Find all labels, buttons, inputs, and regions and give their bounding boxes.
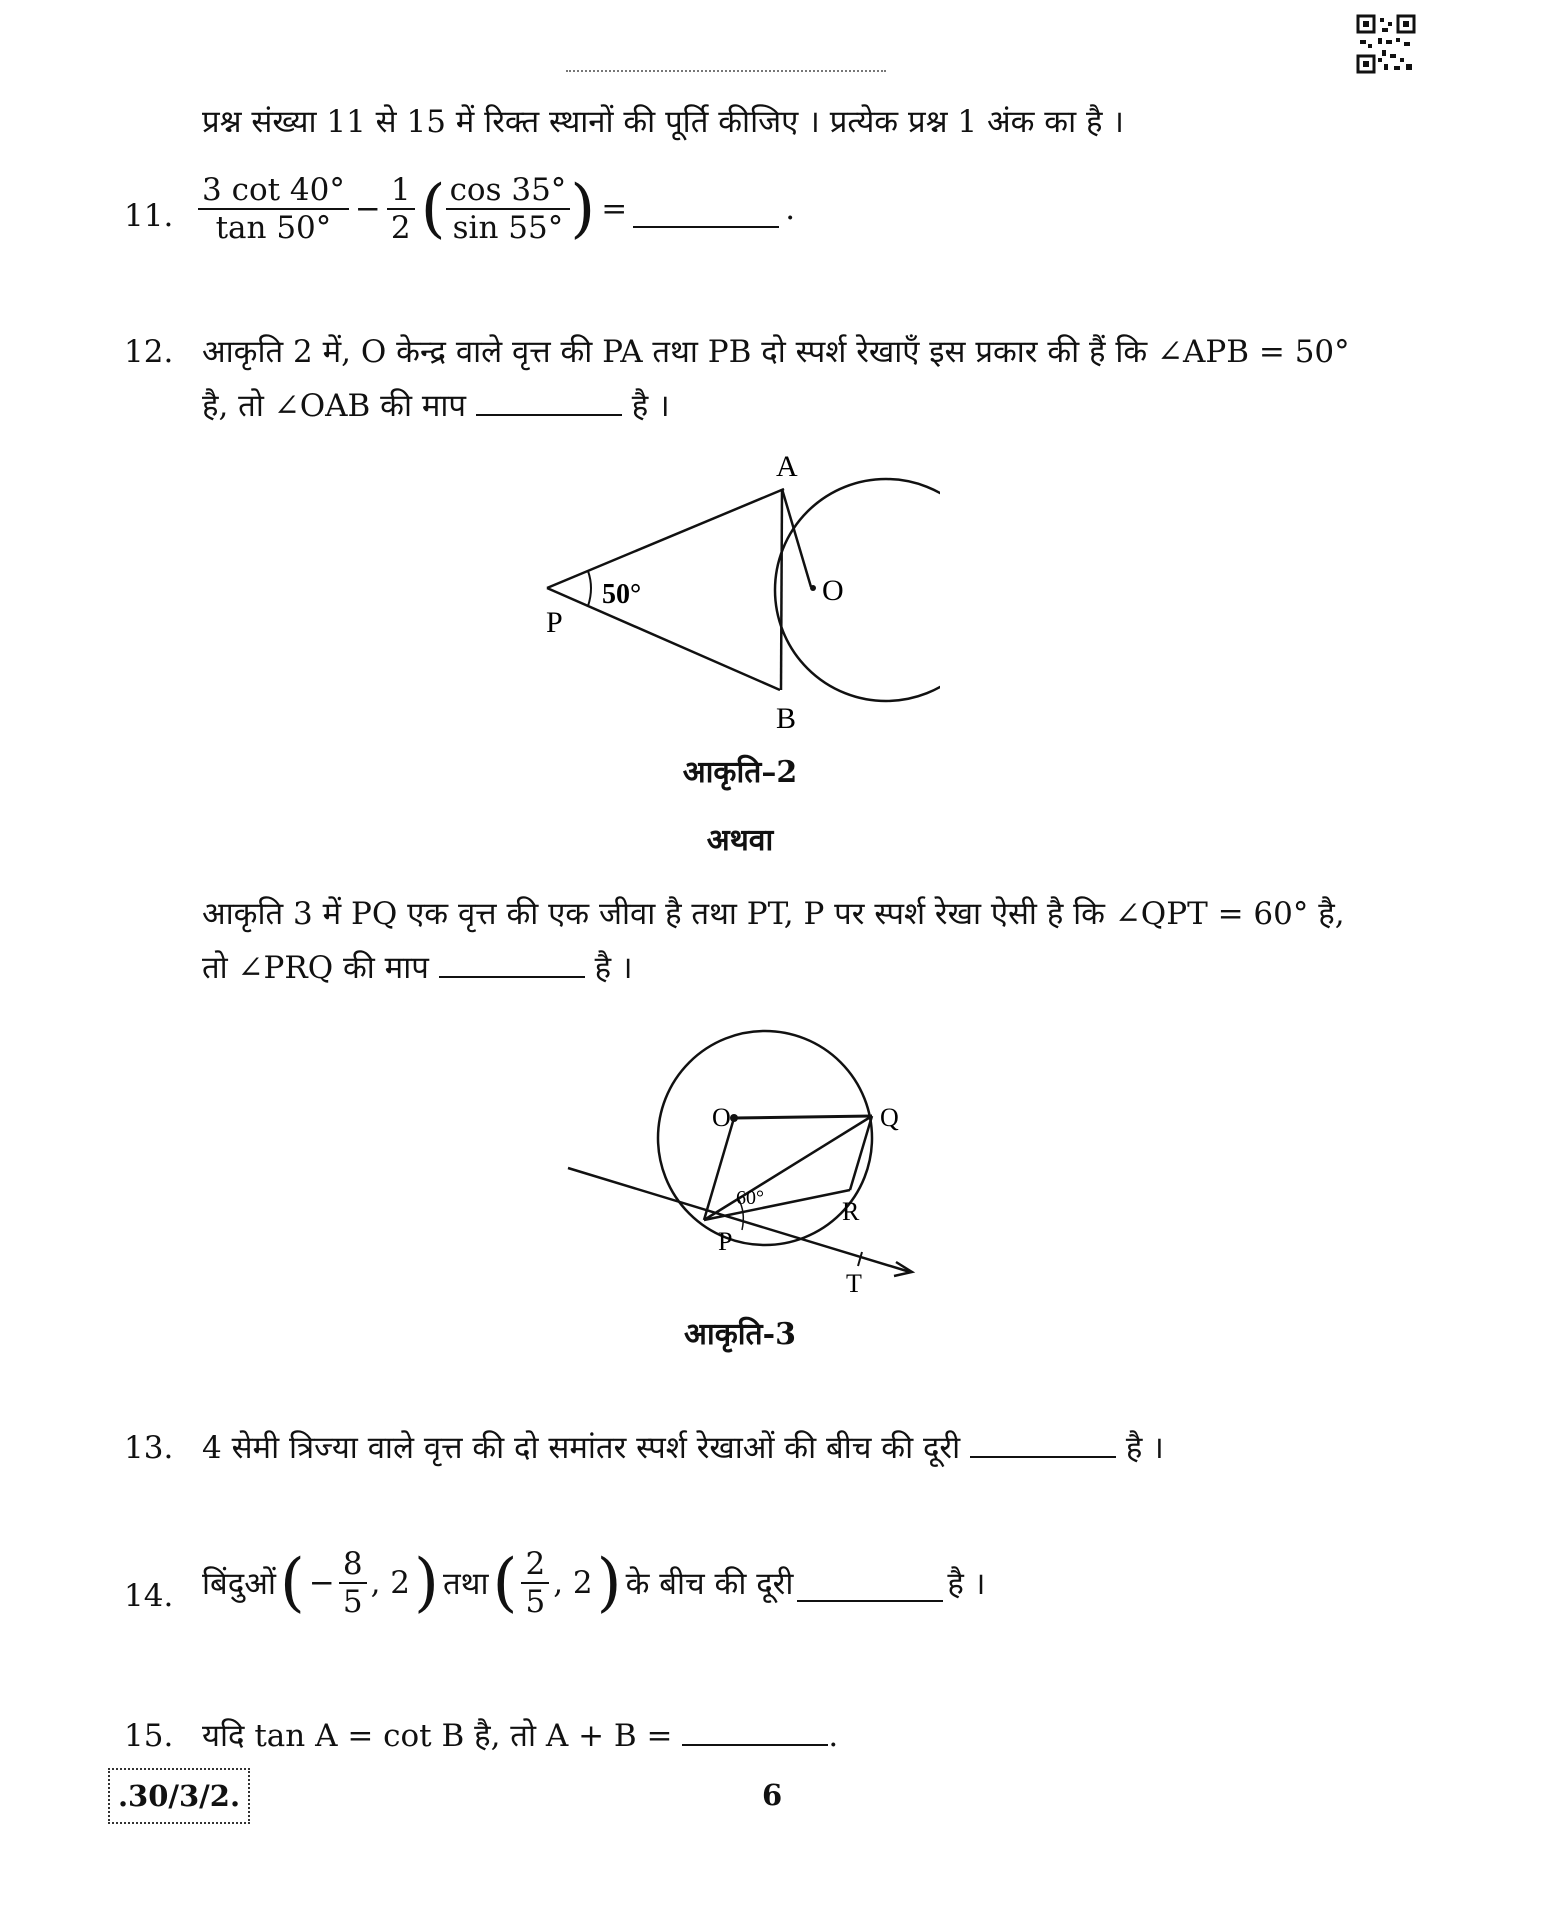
section-instruction: प्रश्न संख्या 11 से 15 में रिक्त स्थानों की पूर्ति कीजिए । प्रत्येक प्रश्न 1 अंक का है । — [202, 104, 1125, 140]
paper-code: .30/3/2. — [108, 1768, 250, 1824]
end-mark: . — [785, 191, 796, 227]
radius-oa — [782, 489, 811, 587]
minus-sign: − — [308, 1565, 335, 1601]
fraction — [339, 1546, 367, 1620]
question-11-expression — [198, 172, 795, 246]
question-number: 15. — [124, 1718, 174, 1754]
left-paren: ( — [279, 1546, 305, 1620]
denominator: sin 55° — [452, 210, 564, 246]
question-12-line2 — [202, 386, 670, 426]
qr-code — [1356, 14, 1416, 74]
label-r: R — [842, 1197, 860, 1226]
numerator: 3 cot 40° — [198, 172, 349, 210]
right-paren: ) — [570, 172, 596, 246]
circle — [658, 1031, 872, 1245]
text: यदि tan A = cot B है, तो A + B = — [202, 1718, 673, 1754]
label-o: O — [712, 1103, 731, 1132]
y-coordinate: , 2 — [370, 1565, 410, 1601]
question-13-text — [202, 1428, 1164, 1468]
header-dotted-line — [566, 70, 886, 72]
fraction — [198, 172, 349, 246]
text: है, तो ∠OAB की माप — [202, 388, 466, 424]
angle-label: 50° — [602, 579, 642, 610]
text: है । — [1125, 1430, 1164, 1466]
text: है । — [631, 388, 670, 424]
text: के बीच की दूरी — [625, 1566, 794, 1602]
or-label: अथवा — [706, 823, 774, 858]
fraction — [521, 1546, 549, 1620]
question-14-text — [202, 1546, 985, 1620]
question-number: 13. — [124, 1430, 174, 1466]
label-p: P — [546, 606, 563, 639]
label-p: P — [718, 1227, 733, 1256]
left-paren: ( — [492, 1546, 518, 1620]
angle-arc — [588, 571, 591, 606]
text: है । — [947, 1566, 986, 1602]
denominator: tan 50° — [215, 210, 332, 246]
question-number: 11. — [124, 198, 174, 234]
label-t: T — [846, 1269, 862, 1298]
question-number: 14. — [124, 1578, 174, 1614]
left-paren: ( — [420, 172, 446, 246]
question-12-alt-line2 — [202, 948, 633, 988]
question-number: 12. — [124, 334, 174, 370]
tangent-pb — [547, 588, 780, 690]
answer-blank[interactable] — [797, 1599, 943, 1602]
chord-ab — [781, 489, 782, 690]
angle-label: 60° — [736, 1187, 764, 1209]
tangent-pa — [547, 489, 784, 588]
answer-blank[interactable] — [682, 1743, 828, 1746]
figure-2-tangent-diagram — [520, 440, 940, 740]
denominator: 5 — [525, 1584, 546, 1620]
center-point — [810, 585, 816, 591]
figure-3-chord-diagram — [560, 1010, 920, 1300]
center-point — [730, 1114, 738, 1122]
figure-3-caption: आकृति-3 — [684, 1317, 796, 1352]
equals-sign: = — [601, 191, 628, 227]
label-b: B — [776, 702, 797, 735]
answer-blank[interactable] — [970, 1455, 1116, 1458]
numerator: 2 — [521, 1546, 549, 1584]
numerator: cos 35° — [446, 172, 571, 210]
right-paren: ) — [414, 1546, 439, 1620]
label-a: A — [776, 450, 798, 483]
answer-blank[interactable] — [633, 225, 779, 228]
text: तथा — [442, 1566, 489, 1602]
figure-2-caption: आकृति–2 — [682, 755, 798, 790]
label-q: Q — [880, 1103, 899, 1132]
radius-oq — [734, 1116, 872, 1118]
denominator: 2 — [390, 210, 411, 246]
minus-sign: − — [354, 191, 381, 227]
answer-blank[interactable] — [439, 975, 585, 978]
text: . — [828, 1718, 839, 1754]
answer-blank[interactable] — [476, 413, 622, 416]
question-12-alt-line1: आकृति 3 में PQ एक वृत्त की एक जीवा है तथा PT, P पर स्पर्श रेखा ऐसी है कि ∠QPT = 60° है, — [202, 896, 1345, 932]
question-12-line1: आकृति 2 में, O केन्द्र वाले वृत्त की PA तथा PB दो स्पर्श रेखाएँ इस प्रकार की हैं कि ∠APB = 50° — [202, 334, 1350, 370]
text: तो ∠PRQ की माप — [202, 950, 429, 986]
page-number: 6 — [762, 1778, 783, 1812]
text: 4 सेमी त्रिज्या वाले वृत्त की दो समांतर स्पर्श रेखाओं की बीच की दूरी — [202, 1430, 961, 1466]
question-15-text — [202, 1716, 838, 1756]
denominator: 5 — [342, 1584, 363, 1620]
circle — [775, 479, 940, 701]
label-o: O — [822, 574, 844, 607]
numerator: 1 — [387, 172, 415, 210]
numerator: 8 — [339, 1546, 367, 1584]
text: है । — [594, 950, 633, 986]
fraction — [387, 172, 415, 246]
t-tick — [858, 1252, 862, 1266]
fraction — [446, 172, 571, 246]
text: बिंदुओं — [202, 1566, 276, 1602]
y-coordinate: , 2 — [553, 1565, 593, 1601]
right-paren: ) — [596, 1546, 622, 1620]
